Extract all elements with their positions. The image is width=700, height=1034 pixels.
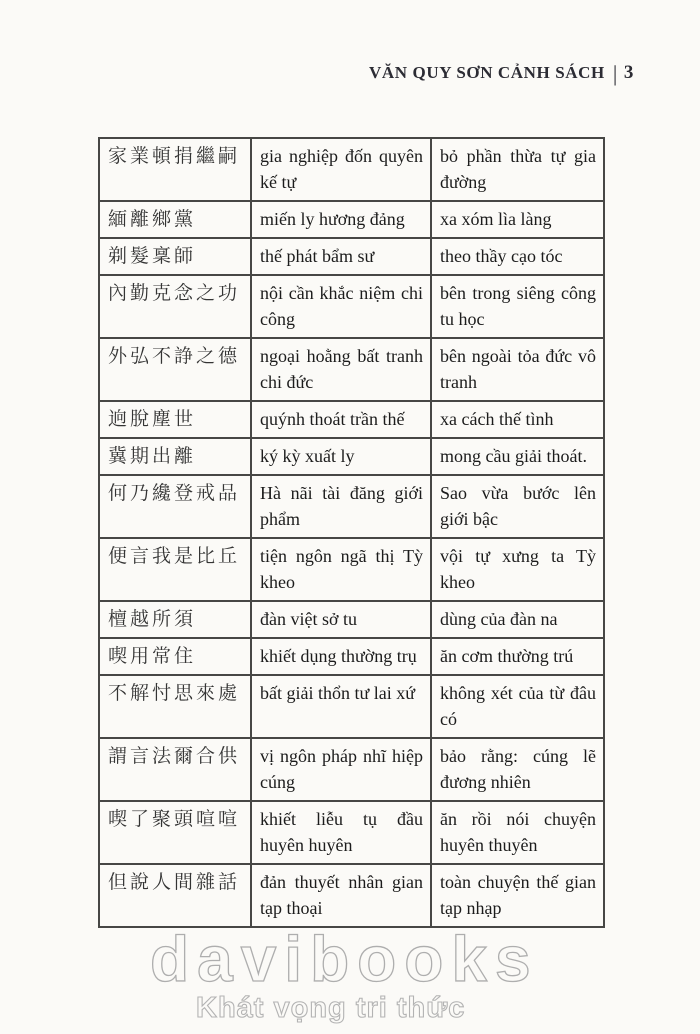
chinese-cell: 檀越所須	[99, 601, 251, 638]
vietnamese-cell: xa cách thế tình	[431, 401, 604, 438]
chinese-cell: 家業頓捐繼嗣	[99, 138, 251, 201]
table-row	[99, 238, 604, 275]
table-row	[99, 338, 604, 401]
vietnamese-cell: theo thầy cạo tóc	[431, 238, 604, 275]
chinese-cell: 何乃纔登戒品	[99, 475, 251, 538]
chinese-cell: 喫了聚頭喧喧	[99, 801, 251, 864]
vietnamese-cell: toàn chuyện thế gian tạp nhạp	[431, 864, 604, 927]
chinese-cell: 緬離鄉黨	[99, 201, 251, 238]
page-number: 3	[623, 62, 634, 83]
table-row	[99, 675, 604, 738]
hanviet-cell: vị ngôn pháp nhĩ hiệp cúng	[251, 738, 431, 801]
hanviet-cell: ngoại hoằng bất tranh chi đức	[251, 338, 431, 401]
chinese-cell: 內勤克念之功	[99, 275, 251, 338]
glossary-table	[98, 137, 605, 928]
hanviet-cell: khiết dụng thường trụ	[251, 638, 431, 675]
table-row	[99, 438, 604, 475]
chinese-cell: 便言我是比丘	[99, 538, 251, 601]
hanviet-cell: thế phát bẩm sư	[251, 238, 431, 275]
table-row	[99, 738, 604, 801]
hanviet-cell: Hà nãi tài đăng giới phẩm	[251, 475, 431, 538]
hanviet-cell: bất giải thổn tư lai xứ	[251, 675, 431, 738]
table-row	[99, 401, 604, 438]
hanviet-cell: tiện ngôn ngã thị Tỳ kheo	[251, 538, 431, 601]
table-row	[99, 201, 604, 238]
chinese-cell: 剃髮稟師	[99, 238, 251, 275]
watermark-logo: davibooks	[150, 923, 539, 995]
hanviet-cell: đản thuyết nhân gian tạp thoại	[251, 864, 431, 927]
table-row	[99, 638, 604, 675]
chinese-cell: 但說人間雜話	[99, 864, 251, 927]
vietnamese-cell: bên ngoài tỏa đức vô tranh	[431, 338, 604, 401]
table-row	[99, 538, 604, 601]
chinese-cell: 冀期出離	[99, 438, 251, 475]
hanviet-cell: quýnh thoát trần thế	[251, 401, 431, 438]
vietnamese-cell: bỏ phần thừa tự gia đường	[431, 138, 604, 201]
table-row	[99, 601, 604, 638]
watermark-slogan: Khát vọng tri thức	[196, 992, 466, 1024]
vietnamese-cell: ăn cơm thường trú	[431, 638, 604, 675]
table-row	[99, 475, 604, 538]
chinese-cell: 外弘不諍之德	[99, 338, 251, 401]
vietnamese-cell: bên trong siêng công tu học	[431, 275, 604, 338]
hanviet-cell: đàn việt sở tu	[251, 601, 431, 638]
vietnamese-cell: Sao vừa bước lên giới bậc	[431, 475, 604, 538]
hanviet-cell: ký kỳ xuất ly	[251, 438, 431, 475]
running-header	[369, 62, 634, 84]
vietnamese-cell: không xét của từ đâu có	[431, 675, 604, 738]
table-row	[99, 864, 604, 927]
vietnamese-cell: bảo rằng: cúng lẽ đương nhiên	[431, 738, 604, 801]
vietnamese-cell: dùng của đàn na	[431, 601, 604, 638]
chinese-cell: 喫用常住	[99, 638, 251, 675]
vietnamese-cell: xa xóm lìa làng	[431, 201, 604, 238]
vietnamese-cell: ăn rồi nói chuyện huyên thuyên	[431, 801, 604, 864]
hanviet-cell: gia nghiệp đốn quyên kế tự	[251, 138, 431, 201]
glossary-table-body	[99, 138, 604, 927]
vietnamese-cell: mong cầu giải thoát.	[431, 438, 604, 475]
header-separator: |	[612, 61, 618, 86]
table-row	[99, 138, 604, 201]
hanviet-cell: khiết liễu tụ đầu huyên huyên	[251, 801, 431, 864]
vietnamese-cell: vội tự xưng ta Tỳ kheo	[431, 538, 604, 601]
hanviet-cell: nội cần khắc niệm chi công	[251, 275, 431, 338]
book-title: VĂN QUY SƠN CẢNH SÁCH	[369, 63, 605, 82]
hanviet-cell: miến ly hương đảng	[251, 201, 431, 238]
table-row	[99, 275, 604, 338]
chinese-cell: 不解忖思來處	[99, 675, 251, 738]
chinese-cell: 謂言法爾合供	[99, 738, 251, 801]
chinese-cell: 逈脫塵世	[99, 401, 251, 438]
table-row	[99, 801, 604, 864]
